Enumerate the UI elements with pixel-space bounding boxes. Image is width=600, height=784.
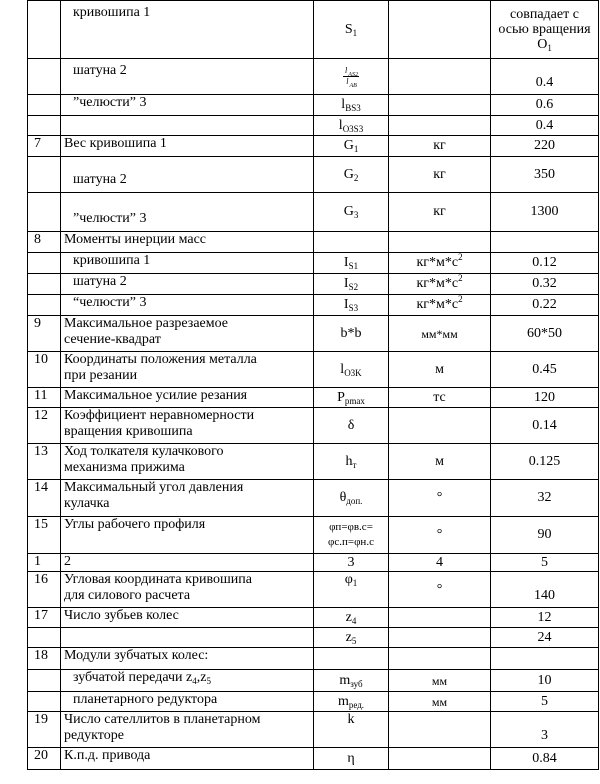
table-row (28, 712, 599, 748)
row-label: Модули зубчатых колес: (61, 648, 314, 670)
row-symbol: $z_5$ (314, 628, 389, 648)
table-row (28, 116, 599, 136)
row-number (28, 95, 61, 116)
row-label: К.п.д. привода (61, 748, 314, 770)
table-row (28, 628, 599, 648)
row-symbol (314, 232, 389, 253)
row-symbol: $P_{pmax}$ (314, 388, 389, 408)
table-row (28, 748, 599, 770)
row-symbol: $S_1$ (314, 1, 389, 59)
row-label: “челюсти” 3 (61, 295, 314, 316)
row-unit (389, 628, 491, 648)
row-number (28, 670, 61, 692)
row-value: 0.12 (491, 253, 599, 274)
row-value: 0.125 (491, 444, 599, 480)
row-symbol: $I_{S3}$ (314, 295, 389, 316)
table-row (28, 193, 599, 232)
table-row (28, 316, 599, 352)
row-symbol: $G_1$ (314, 136, 389, 157)
table-row (28, 692, 599, 712)
row-value: 90 (491, 517, 599, 554)
table-row (28, 136, 599, 157)
row-unit (389, 232, 491, 253)
row-unit (389, 748, 491, 770)
row-unit: ° (389, 480, 491, 517)
row-symbol (314, 648, 389, 670)
row-unit: мм*мм (389, 316, 491, 352)
row-number: 7 (28, 136, 61, 157)
row-label: зубчатой передачи $z_4,z_5$ (61, 670, 314, 692)
row-value: 5 (491, 692, 599, 712)
row-unit (389, 608, 491, 628)
row-number: 1 (28, 554, 61, 572)
table-row (28, 554, 599, 572)
row-value: 24 (491, 628, 599, 648)
row-label: Максимальное усилие резания (61, 388, 314, 408)
row-label: Углы рабочего профиля (61, 517, 314, 554)
row-value (491, 232, 599, 253)
row-number: 19 (28, 712, 61, 748)
table-row (28, 253, 599, 274)
row-symbol (314, 59, 389, 95)
row-value: 1300 (491, 193, 599, 232)
row-number (28, 1, 61, 59)
row-symbol: k (314, 712, 389, 748)
row-symbol: $z_4$ (314, 608, 389, 628)
row-label: Максимальное разрезаемое сечение-квадрат (61, 316, 314, 352)
row-label: шатуна 2 (61, 274, 314, 295)
row-symbol: b*b (314, 316, 389, 352)
row-number: 20 (28, 748, 61, 770)
row-symbol: $m_{ред.}$ (314, 692, 389, 712)
row-symbol: $G_2$ (314, 157, 389, 193)
row-symbol: $I_{S2}$ (314, 274, 389, 295)
row-label: Максимальный угол давления кулачка (61, 480, 314, 517)
row-unit (389, 648, 491, 670)
row-number (28, 274, 61, 295)
table-row (28, 274, 599, 295)
row-label: кривошипа 1 (61, 253, 314, 274)
table-row (28, 295, 599, 316)
row-label: шатуна 2 (61, 59, 314, 95)
row-number (28, 253, 61, 274)
row-unit: м (389, 444, 491, 480)
row-value: 120 (491, 388, 599, 408)
row-number (28, 295, 61, 316)
table-row (28, 648, 599, 670)
table-row (28, 232, 599, 253)
row-value: 0.4 (491, 116, 599, 136)
row-symbol: $l_{O3S3}$ (314, 116, 389, 136)
row-symbol: δ (314, 408, 389, 444)
row-value: 0.32 (491, 274, 599, 295)
row-value: 0.6 (491, 95, 599, 116)
row-number: 11 (28, 388, 61, 408)
row-symbol: $I_{S1}$ (314, 253, 389, 274)
row-label: Моменты инерции масс (61, 232, 314, 253)
row-value: совпадает с осью вращения $O_1$ (491, 1, 599, 59)
table-row (28, 572, 599, 608)
row-unit: кг (389, 136, 491, 157)
row-value: 0.4 (491, 59, 599, 95)
row-number: 16 (28, 572, 61, 608)
table-row (28, 1, 599, 59)
row-unit: кг (389, 193, 491, 232)
parameters-table (27, 0, 599, 770)
row-unit (389, 408, 491, 444)
row-symbol: φп=φв.с= φс.п=φн.с (314, 517, 389, 554)
row-unit: кг (389, 157, 491, 193)
row-label: планетарного редуктора (61, 692, 314, 712)
row-symbol: $l_{O3K}$ (314, 352, 389, 388)
row-unit: $кг*м*с^2$ (389, 295, 491, 316)
row-label (61, 628, 314, 648)
row-number (28, 692, 61, 712)
row-number: 15 (28, 517, 61, 554)
row-number: 14 (28, 480, 61, 517)
row-number: 12 (28, 408, 61, 444)
row-value: 0.45 (491, 352, 599, 388)
row-label (61, 116, 314, 136)
row-unit (389, 712, 491, 748)
row-label: Число зубьев колес (61, 608, 314, 628)
row-unit: ° (389, 572, 491, 608)
row-label: Угловая координата кривошипа для силового расчета (61, 572, 314, 608)
row-value: 220 (491, 136, 599, 157)
row-symbol: 3 (314, 554, 389, 572)
row-value: 0.14 (491, 408, 599, 444)
table-row (28, 608, 599, 628)
row-symbol: η (314, 748, 389, 770)
row-value: 60*50 (491, 316, 599, 352)
row-unit: ° (389, 517, 491, 554)
table-row (28, 670, 599, 692)
table-row (28, 95, 599, 116)
row-symbol: $h_т$ (314, 444, 389, 480)
row-value: 10 (491, 670, 599, 692)
row-number (28, 193, 61, 232)
row-unit: $кг*м*с^2$ (389, 253, 491, 274)
row-value: 0.84 (491, 748, 599, 770)
row-symbol: $m_{зуб}$ (314, 670, 389, 692)
row-label: шатуна 2 (61, 157, 314, 193)
row-unit (389, 1, 491, 59)
row-value: 350 (491, 157, 599, 193)
row-unit: мм (389, 670, 491, 692)
row-number: 8 (28, 232, 61, 253)
row-unit: $кг*м*с^2$ (389, 274, 491, 295)
row-number: 13 (28, 444, 61, 480)
row-label: Ход толкателя кулачкового механизма прижима (61, 444, 314, 480)
row-value: 0.22 (491, 295, 599, 316)
row-unit: м (389, 352, 491, 388)
row-unit: тс (389, 388, 491, 408)
table-row (28, 388, 599, 408)
row-number: 9 (28, 316, 61, 352)
row-unit (389, 116, 491, 136)
row-number: 18 (28, 648, 61, 670)
table-row (28, 352, 599, 388)
row-number: 17 (28, 608, 61, 628)
row-value: 32 (491, 480, 599, 517)
row-label: Вес кривошипа 1 (61, 136, 314, 157)
ratio-fraction: $\frac{l_{AS2}}{l_{AB}}$ (345, 66, 358, 89)
row-label: Координаты положения металла при резании (61, 352, 314, 388)
row-unit: мм (389, 692, 491, 712)
table-row (28, 444, 599, 480)
row-label: Коэффициент неравномерности вращения кривошипа (61, 408, 314, 444)
row-label: 2 (61, 554, 314, 572)
row-number: 10 (28, 352, 61, 388)
row-number (28, 628, 61, 648)
row-number (28, 116, 61, 136)
row-value: 3 (491, 712, 599, 748)
row-unit: 4 (389, 554, 491, 572)
table-row (28, 408, 599, 444)
row-value: 12 (491, 608, 599, 628)
row-unit (389, 59, 491, 95)
table-row (28, 157, 599, 193)
row-label: ”челюсти” 3 (61, 193, 314, 232)
row-unit (389, 95, 491, 116)
row-value: 140 (491, 572, 599, 608)
row-label: Число сателлитов в планетарном редукторе (61, 712, 314, 748)
table-row (28, 517, 599, 554)
row-label: ”челюсти” 3 (61, 95, 314, 116)
row-value (491, 648, 599, 670)
row-number (28, 59, 61, 95)
table-row (28, 480, 599, 517)
row-symbol: $G_3$ (314, 193, 389, 232)
row-symbol: $l_{BS3}$ (314, 95, 389, 116)
row-symbol: $\theta_{доп.}$ (314, 480, 389, 517)
row-symbol: $\varphi_1$ (314, 572, 389, 608)
row-label: кривошипа 1 (61, 1, 314, 59)
row-number (28, 157, 61, 193)
table-row (28, 59, 599, 95)
row-value: 5 (491, 554, 599, 572)
